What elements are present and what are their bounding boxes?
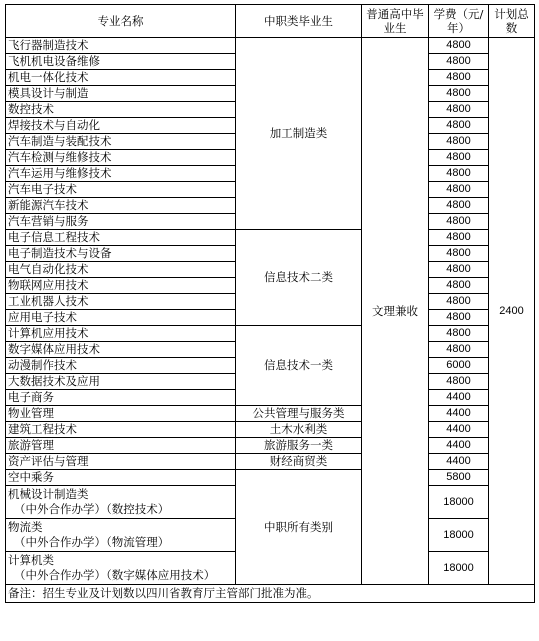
vocational-category: 土木水利类 <box>236 422 362 438</box>
vocational-category: 信息技术一类 <box>236 326 362 406</box>
major-name-cell <box>6 406 236 422</box>
major-name: 工业机器人技术 <box>8 294 89 308</box>
major-name: 机电一体化技术 <box>8 70 89 84</box>
tuition-fee: 4800 <box>429 70 489 86</box>
major-name: 模具设计与制造 <box>8 86 89 100</box>
major-name: 动漫制作技术 <box>8 358 77 372</box>
tuition-fee: 6000 <box>429 358 489 374</box>
major-name-cell <box>6 134 236 150</box>
tuition-fee: 4800 <box>429 326 489 342</box>
major-name-cell <box>6 310 236 326</box>
header-total: 计划总数 <box>489 5 535 38</box>
tuition-fee: 4400 <box>429 390 489 406</box>
major-name-cell <box>6 150 236 166</box>
tuition-fee: 4800 <box>429 118 489 134</box>
major-name: 空中乘务 <box>8 470 54 484</box>
tuition-fee: 4800 <box>429 262 489 278</box>
tuition-fee: 4800 <box>429 166 489 182</box>
major-name-cell <box>6 230 236 246</box>
major-name: 旅游管理 <box>8 438 54 452</box>
major-name: 飞行器制造技术 <box>8 38 89 52</box>
tuition-fee: 4800 <box>429 342 489 358</box>
major-name-cell <box>6 470 236 486</box>
note-row <box>6 585 535 603</box>
table-row <box>6 326 535 342</box>
major-name-detail: （中外合作办学）（数控技术） <box>14 502 170 516</box>
vocational-category: 公共管理与服务类 <box>236 406 362 422</box>
major-name: 机械设计制造类 <box>8 487 89 501</box>
major-name-cell <box>6 54 236 70</box>
table-body <box>6 38 535 585</box>
tuition-fee: 4800 <box>429 102 489 118</box>
table-row <box>6 422 535 438</box>
major-name: 资产评估与管理 <box>8 454 89 468</box>
tuition-fee: 4800 <box>429 310 489 326</box>
tuition-fee: 18000 <box>429 519 489 552</box>
header-row <box>6 5 535 38</box>
major-name: 汽车制造与装配技术 <box>8 134 112 148</box>
major-name: 汽车检测与维修技术 <box>8 150 112 164</box>
vocational-category: 财经商贸类 <box>236 454 362 470</box>
major-name: 飞机机电设备维修 <box>8 54 100 68</box>
major-name-cell <box>6 86 236 102</box>
table-row <box>6 454 535 470</box>
tuition-fee: 4800 <box>429 374 489 390</box>
major-name: 计算机应用技术 <box>8 326 89 340</box>
major-name: 焊接技术与自动化 <box>8 118 100 132</box>
tuition-fee: 4800 <box>429 182 489 198</box>
major-name: 建筑工程技术 <box>8 422 77 436</box>
major-name: 新能源汽车技术 <box>8 198 89 212</box>
major-name-detail: （中外合作办学）（物流管理） <box>14 535 170 549</box>
tuition-fee: 4400 <box>429 422 489 438</box>
table-row <box>6 470 535 486</box>
header-vocational: 中职类毕业生 <box>236 5 362 38</box>
header-major: 专业名称 <box>6 5 236 38</box>
tuition-fee: 4800 <box>429 294 489 310</box>
tuition-fee: 4800 <box>429 278 489 294</box>
tuition-fee: 4800 <box>429 86 489 102</box>
major-name-cell <box>6 326 236 342</box>
header-fee: 学费（元/年） <box>429 5 489 38</box>
vocational-category: 加工制造类 <box>236 38 362 230</box>
tuition-fee: 4800 <box>429 198 489 214</box>
major-name-cell <box>6 246 236 262</box>
major-name-cell <box>6 390 236 406</box>
major-name: 数字媒体应用技术 <box>8 342 100 356</box>
vocational-category: 信息技术二类 <box>236 230 362 326</box>
vocational-category: 旅游服务一类 <box>236 438 362 454</box>
major-name-cell <box>6 342 236 358</box>
major-name-cell <box>6 374 236 390</box>
tuition-fee: 4800 <box>429 134 489 150</box>
major-name-cell <box>6 70 236 86</box>
plan-total: 2400 <box>489 38 535 585</box>
major-name: 电子商务 <box>8 390 54 404</box>
vocational-category: 中职所有类别 <box>236 470 362 585</box>
tuition-fee: 4800 <box>429 38 489 54</box>
major-name: 大数据技术及应用 <box>8 374 100 388</box>
major-name-cell <box>6 358 236 374</box>
tuition-fee: 4800 <box>429 246 489 262</box>
major-name: 电气自动化技术 <box>8 262 89 276</box>
tuition-fee: 5800 <box>429 470 489 486</box>
major-name-cell <box>6 438 236 454</box>
tuition-fee: 18000 <box>429 486 489 519</box>
major-name-cell <box>6 486 236 519</box>
table-row <box>6 230 535 246</box>
major-name-cell <box>6 454 236 470</box>
major-name: 汽车运用与维修技术 <box>8 166 112 180</box>
major-name-cell <box>6 102 236 118</box>
major-name-cell <box>6 278 236 294</box>
major-name-cell <box>6 182 236 198</box>
major-name: 物联网应用技术 <box>8 278 89 292</box>
major-name-cell <box>6 198 236 214</box>
major-name: 数控技术 <box>8 102 54 116</box>
highschool-eligibility: 文理兼收 <box>362 38 429 585</box>
major-name-cell <box>6 294 236 310</box>
major-name-cell <box>6 262 236 278</box>
enrollment-plan-table <box>5 4 535 603</box>
major-name-cell <box>6 118 236 134</box>
major-name-cell <box>6 214 236 230</box>
major-name: 物流类 <box>8 520 43 534</box>
major-name: 物业管理 <box>8 406 54 420</box>
major-name-cell <box>6 422 236 438</box>
tuition-fee: 4800 <box>429 230 489 246</box>
tuition-fee: 4800 <box>429 54 489 70</box>
major-name-cell <box>6 166 236 182</box>
table-row <box>6 406 535 422</box>
table-row <box>6 438 535 454</box>
major-name-cell <box>6 38 236 54</box>
major-name: 电子制造技术与设备 <box>8 246 112 260</box>
major-name: 应用电子技术 <box>8 310 77 324</box>
major-name-cell <box>6 519 236 552</box>
tuition-fee: 4400 <box>429 454 489 470</box>
tuition-fee: 4800 <box>429 150 489 166</box>
major-name: 计算机类 <box>8 553 54 567</box>
major-name-cell <box>6 552 236 585</box>
major-name: 电子信息工程技术 <box>8 230 100 244</box>
footnote: 备注：招生专业及计划数以四川省教育厅主管部门批准为准。 <box>6 585 535 603</box>
tuition-fee: 18000 <box>429 552 489 585</box>
major-name: 汽车电子技术 <box>8 182 77 196</box>
tuition-fee: 4800 <box>429 214 489 230</box>
major-name-detail: （中外合作办学）（数字媒体应用技术） <box>14 568 216 582</box>
tuition-fee: 4400 <box>429 438 489 454</box>
tuition-fee: 4400 <box>429 406 489 422</box>
header-highschool: 普通高中毕业生 <box>362 5 429 38</box>
major-name: 汽车营销与服务 <box>8 214 89 228</box>
table-row <box>6 38 535 54</box>
